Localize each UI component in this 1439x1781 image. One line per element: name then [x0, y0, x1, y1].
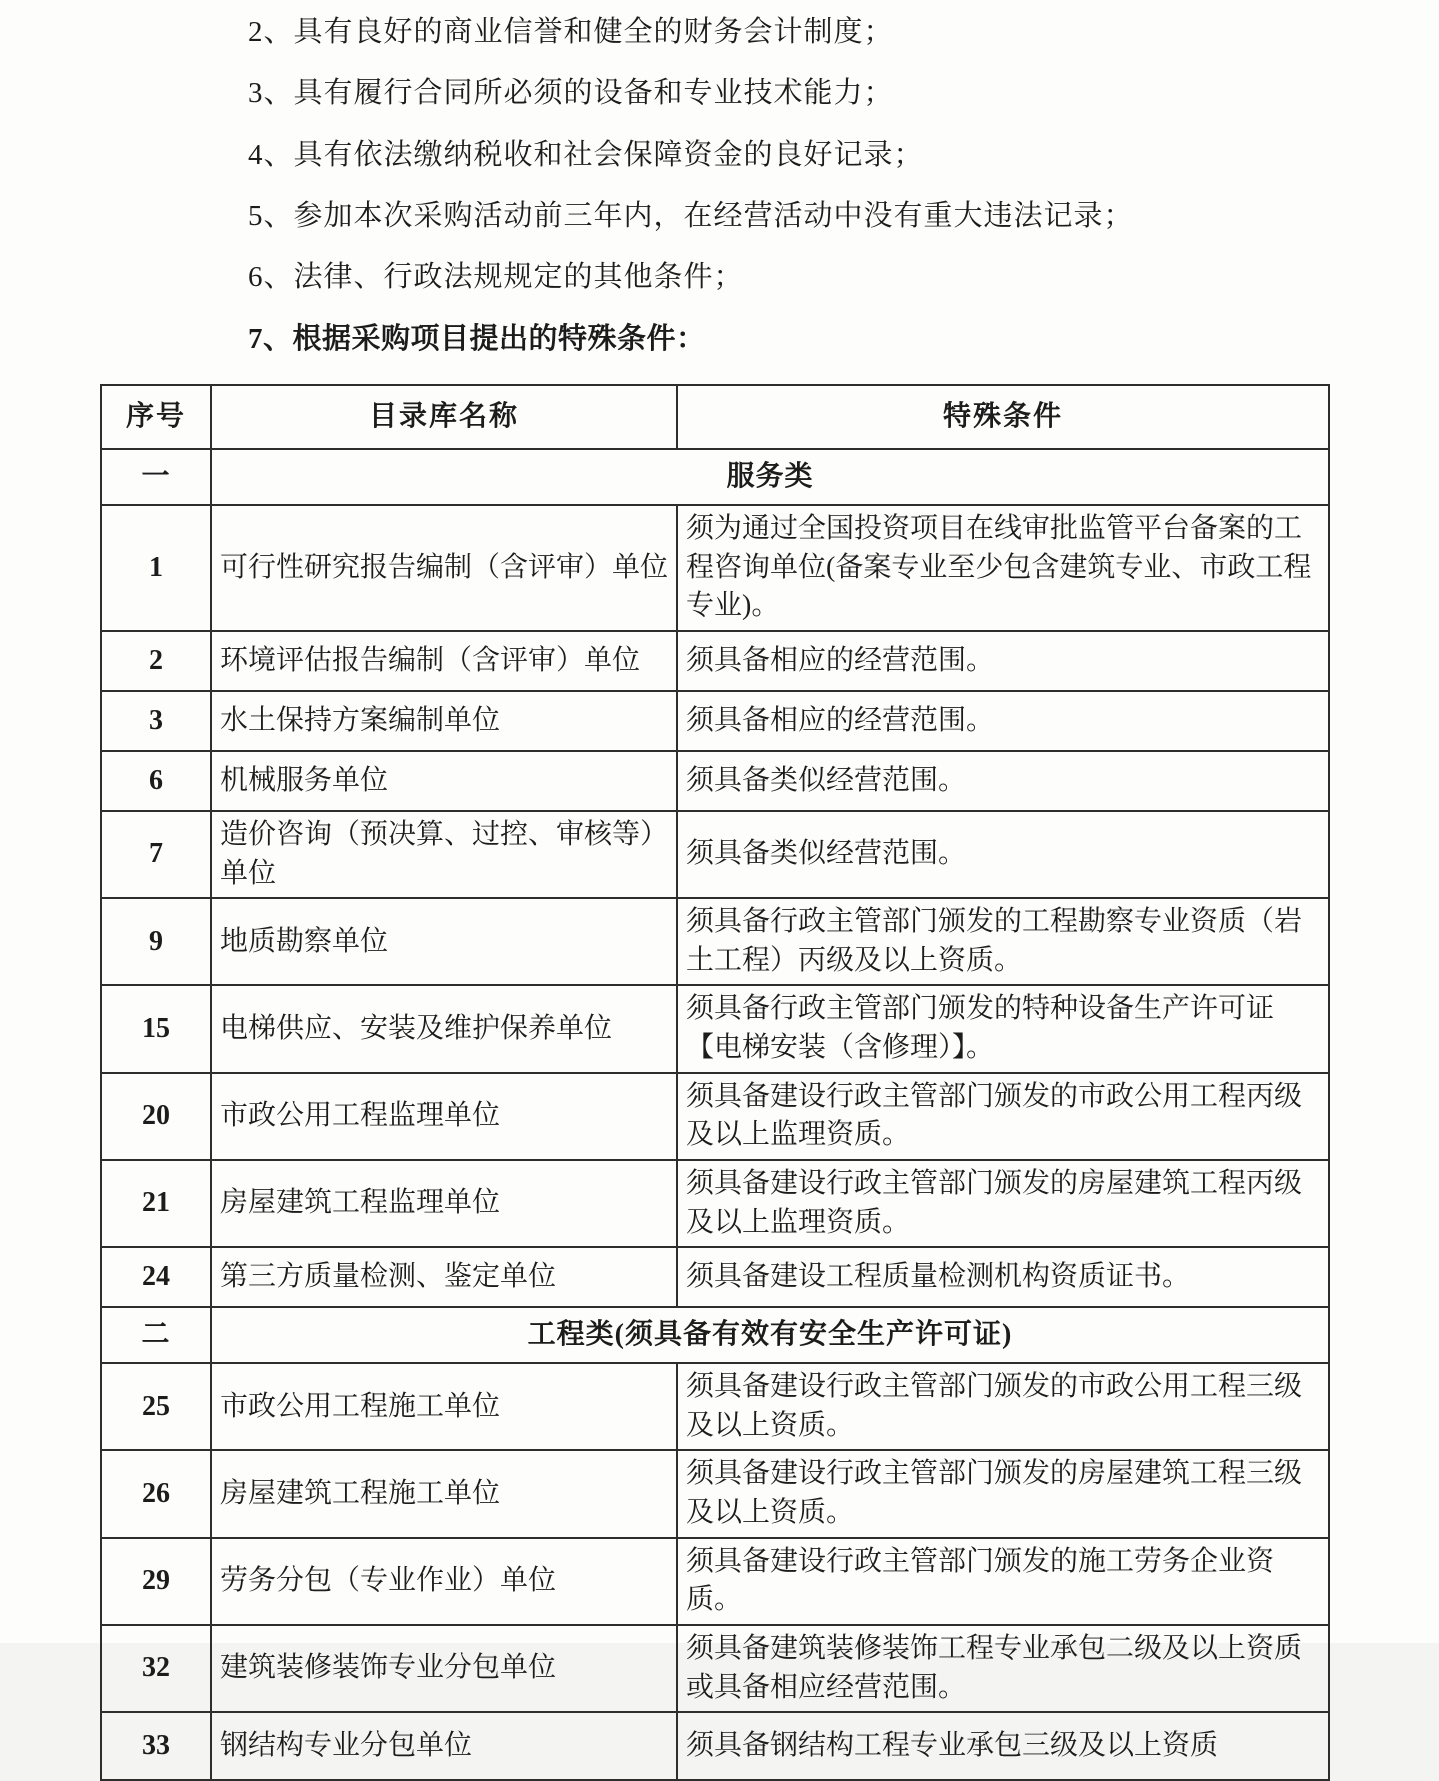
row-name: 造价咨询（预决算、过控、审核等）单位 — [211, 811, 677, 898]
row-no: 3 — [101, 691, 211, 751]
row-condition: 须具备钢结构工程专业承包三级及以上资质 — [677, 1712, 1329, 1780]
table-header-row — [101, 385, 1329, 449]
table-row — [101, 898, 1329, 985]
table-row — [101, 691, 1329, 751]
row-name: 钢结构专业分包单位 — [211, 1712, 677, 1780]
row-name: 可行性研究报告编制（含评审）单位 — [211, 505, 677, 631]
row-condition: 须具备建设行政主管部门颁发的市政公用工程三级及以上资质。 — [677, 1363, 1329, 1450]
table-row — [101, 1625, 1329, 1712]
row-name: 第三方质量检测、鉴定单位 — [211, 1247, 677, 1307]
section-num: 一 — [101, 449, 211, 505]
row-condition: 须具备相应的经营范围。 — [677, 691, 1329, 751]
table-row — [101, 1160, 1329, 1247]
intro-list — [0, 0, 1439, 356]
row-condition: 须具备类似经营范围。 — [677, 751, 1329, 811]
special-conditions-table — [100, 384, 1330, 1781]
table-row — [101, 1538, 1329, 1625]
table-row — [101, 505, 1329, 631]
row-name: 建筑装修装饰专业分包单位 — [211, 1625, 677, 1712]
list-item-3: 3、具有履行合同所必须的设备和专业技术能力； — [248, 77, 894, 110]
row-name: 环境评估报告编制（含评审）单位 — [211, 631, 677, 691]
row-no: 29 — [101, 1538, 211, 1625]
row-condition: 须具备建设工程质量检测机构资质证书。 — [677, 1247, 1329, 1307]
row-no: 32 — [101, 1625, 211, 1712]
section-row-services — [101, 449, 1329, 505]
list-item-5: 5、参加本次采购活动前三年内，在经营活动中没有重大违法记录； — [248, 200, 1134, 233]
table-row — [101, 1712, 1329, 1780]
row-name: 劳务分包（专业作业）单位 — [211, 1538, 677, 1625]
row-no: 25 — [101, 1363, 211, 1450]
row-no: 33 — [101, 1712, 211, 1780]
row-name: 机械服务单位 — [211, 751, 677, 811]
row-no: 1 — [101, 505, 211, 631]
row-condition: 须具备建设行政主管部门颁发的市政公用工程丙级及以上监理资质。 — [677, 1073, 1329, 1160]
table-row — [101, 1247, 1329, 1307]
row-name: 市政公用工程监理单位 — [211, 1073, 677, 1160]
row-no: 2 — [101, 631, 211, 691]
table-row — [101, 985, 1329, 1072]
table-row — [101, 1363, 1329, 1450]
row-no: 9 — [101, 898, 211, 985]
section-row-engineering — [101, 1307, 1329, 1363]
row-condition: 须具备行政主管部门颁发的特种设备生产许可证【电梯安装（含修理）】。 — [677, 985, 1329, 1072]
header-special-condition: 特殊条件 — [677, 385, 1329, 449]
header-catalog-name: 目录库名称 — [211, 385, 677, 449]
row-name: 水土保持方案编制单位 — [211, 691, 677, 751]
row-no: 15 — [101, 985, 211, 1072]
section-num: 二 — [101, 1307, 211, 1363]
row-no: 24 — [101, 1247, 211, 1307]
table-row — [101, 631, 1329, 691]
table-row — [101, 751, 1329, 811]
row-name: 电梯供应、安装及维护保养单位 — [211, 985, 677, 1072]
row-no: 7 — [101, 811, 211, 898]
list-item-6: 6、法律、行政法规规定的其他条件； — [248, 261, 744, 294]
section-title-services: 服务类 — [211, 449, 1329, 505]
row-name: 房屋建筑工程施工单位 — [211, 1450, 677, 1537]
row-no: 20 — [101, 1073, 211, 1160]
row-condition: 须具备建筑装修装饰工程专业承包二级及以上资质或具备相应经营范围。 — [677, 1625, 1329, 1712]
header-seq-no: 序号 — [101, 385, 211, 449]
table-row — [101, 1450, 1329, 1537]
row-condition: 须具备类似经营范围。 — [677, 811, 1329, 898]
row-no: 6 — [101, 751, 211, 811]
row-name: 房屋建筑工程监理单位 — [211, 1160, 677, 1247]
row-condition: 须具备建设行政主管部门颁发的施工劳务企业资质。 — [677, 1538, 1329, 1625]
row-no: 21 — [101, 1160, 211, 1247]
row-name: 市政公用工程施工单位 — [211, 1363, 677, 1450]
row-condition: 须具备建设行政主管部门颁发的房屋建筑工程丙级及以上监理资质。 — [677, 1160, 1329, 1247]
row-condition: 须为通过全国投资项目在线审批监管平台备案的工程咨询单位(备案专业至少包含建筑专业、市政工程专业)。 — [677, 505, 1329, 631]
list-item-7-special-conditions: 7、根据采购项目提出的特殊条件： — [248, 322, 706, 355]
table-row — [101, 1073, 1329, 1160]
list-item-2: 2、具有良好的商业信誉和健全的财务会计制度； — [248, 16, 894, 48]
list-item-4: 4、具有依法缴纳税收和社会保障资金的良好记录； — [248, 138, 924, 171]
row-condition: 须具备行政主管部门颁发的工程勘察专业资质（岩土工程）丙级及以上资质。 — [677, 898, 1329, 985]
table-row — [101, 811, 1329, 898]
row-name: 地质勘察单位 — [211, 898, 677, 985]
row-condition: 须具备建设行政主管部门颁发的房屋建筑工程三级及以上资质。 — [677, 1450, 1329, 1537]
row-condition: 须具备相应的经营范围。 — [677, 631, 1329, 691]
row-no: 26 — [101, 1450, 211, 1537]
section-title-engineering: 工程类(须具备有效有安全生产许可证) — [211, 1307, 1329, 1363]
